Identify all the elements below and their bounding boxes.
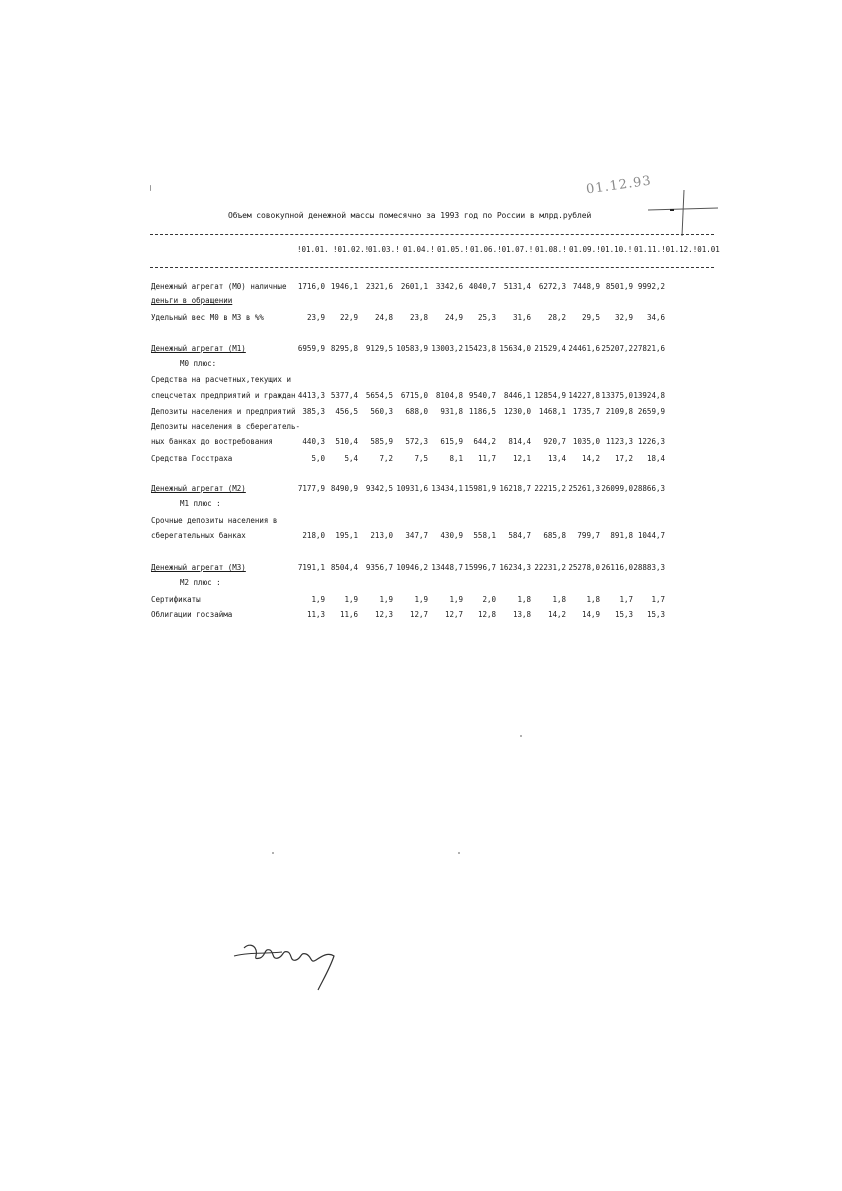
table-cell: 7177,9: [297, 484, 325, 493]
row-label: сберегательных банках: [151, 531, 246, 540]
table-cell: 13,8: [512, 610, 531, 619]
table-cell: 814,4: [508, 437, 531, 446]
table-cell: 12,7: [409, 610, 428, 619]
scan-speck: [520, 735, 522, 737]
table-cell: 23,8: [409, 313, 428, 322]
table-cell: 11,6: [339, 610, 358, 619]
table-cell: 24,9: [444, 313, 463, 322]
table-cell: 1123,3: [605, 437, 633, 446]
row-label: Денежный агрегат (М2): [151, 484, 246, 493]
table-cell: 4413,3: [297, 391, 325, 400]
table-cell: 510,4: [335, 437, 358, 446]
row-label: деньги в обращении: [151, 296, 233, 305]
table-cell: 5654,5: [365, 391, 393, 400]
table-cell: 440,3: [302, 437, 325, 446]
table-cell: 558,1: [473, 531, 496, 540]
table-cell: 15634,0: [499, 344, 531, 353]
table-cell: 347,7: [405, 531, 428, 540]
table-cell: 213,0: [370, 531, 393, 540]
row-label: ных банках до востребования: [151, 437, 273, 446]
table-cell: 14,2: [547, 610, 566, 619]
table-cell: 13434,1: [431, 484, 463, 493]
scan-speck: [150, 185, 151, 191]
table-cell: 1035,0: [572, 437, 600, 446]
table-cell: 5377,4: [330, 391, 358, 400]
table-cell: 5131,4: [503, 282, 531, 291]
column-header: 01.09.!01.10.!: [569, 245, 633, 254]
table-cell: 920,7: [543, 437, 566, 446]
row-label: Денежный агрегат (М1): [151, 344, 246, 353]
row-label: Денежный агрегат (М0) наличные: [151, 282, 287, 291]
table-cell: 13448,7: [431, 563, 463, 572]
table-cell: 9992,2: [637, 282, 665, 291]
table-cell: 5,0: [311, 454, 325, 463]
table-cell: 14,9: [581, 610, 600, 619]
table-cell: 2,0: [482, 595, 496, 604]
table-cell: 28883,3: [633, 563, 665, 572]
table-cell: 8490,9: [330, 484, 358, 493]
table-cell: 12,1: [512, 454, 531, 463]
table-cell: 1,8: [586, 595, 600, 604]
table-cell: 16234,3: [499, 563, 531, 572]
table-cell: 9356,7: [365, 563, 393, 572]
table-cell: 218,0: [302, 531, 325, 540]
table-cell: 1,9: [414, 595, 428, 604]
table-cell: 18,4: [646, 454, 665, 463]
table-cell: 584,7: [508, 531, 531, 540]
table-cell: 2321,6: [365, 282, 393, 291]
table-cell: 7191,1: [297, 563, 325, 572]
row-label: Средства на расчетных,текущих и: [151, 375, 291, 384]
row-label: Сертификаты: [151, 595, 201, 604]
table-cell: 1230,0: [503, 407, 531, 416]
table-cell: 891,8: [610, 531, 633, 540]
table-cell: 15996,7: [464, 563, 496, 572]
table-cell: 25,3: [477, 313, 496, 322]
row-label: Депозиты населения и предприятий: [151, 407, 296, 416]
table-cell: 32,9: [614, 313, 633, 322]
table-cell: 1,9: [311, 595, 325, 604]
table-cell: 6715,0: [400, 391, 428, 400]
table-cell: 7,2: [379, 454, 393, 463]
table-cell: 28,2: [547, 313, 566, 322]
table-cell: 1716,0: [297, 282, 325, 291]
row-label: Денежный агрегат (М3): [151, 563, 246, 572]
table-cell: 12854,9: [534, 391, 566, 400]
table-cell: 24461,6: [568, 344, 600, 353]
row-label: М0 плюс:: [180, 359, 217, 368]
table-cell: 24,8: [374, 313, 393, 322]
table-cell: 456,5: [335, 407, 358, 416]
table-cell: 22231,2: [534, 563, 566, 572]
scan-speck: [458, 852, 460, 854]
table-cell: 29,5: [581, 313, 600, 322]
table-cell: 931,8: [440, 407, 463, 416]
table-cell: 430,9: [440, 531, 463, 540]
table-cell: 1468,1: [538, 407, 566, 416]
table-cell: 1,9: [379, 595, 393, 604]
table-cell: 13,4: [547, 454, 566, 463]
table-cell: 10583,9: [396, 344, 428, 353]
table-cell: 8446,1: [503, 391, 531, 400]
table-cell: 8295,8: [330, 344, 358, 353]
table-cell: 8104,8: [435, 391, 463, 400]
table-cell: 11,7: [477, 454, 496, 463]
table-cell: 14,2: [581, 454, 600, 463]
table-cell: 2659,9: [637, 407, 665, 416]
column-header: 01.08.!: [535, 245, 567, 254]
table-cell: 560,3: [370, 407, 393, 416]
table-cell: 23,9: [306, 313, 325, 322]
table-cell: 4040,7: [468, 282, 496, 291]
table-cell: 15981,9: [464, 484, 496, 493]
table-cell: 15423,8: [464, 344, 496, 353]
table-cell: 1,8: [517, 595, 531, 604]
table-cell: 31,6: [512, 313, 531, 322]
handwritten-date-note: 01.12.93: [585, 173, 653, 198]
table-cell: 385,3: [302, 407, 325, 416]
table-cell: 26116,0: [601, 563, 633, 572]
table-cell: 1226,3: [637, 437, 665, 446]
table-cell: 3342,6: [435, 282, 463, 291]
table-cell: 16218,7: [499, 484, 531, 493]
row-label: Облигации госзайма: [151, 610, 233, 619]
table-cell: 195,1: [335, 531, 358, 540]
table-cell: 7448,9: [572, 282, 600, 291]
row-label: Срочные депозиты населения в: [151, 516, 278, 525]
table-cell: 17,2: [614, 454, 633, 463]
table-cell: 10931,6: [396, 484, 428, 493]
table-cell: 688,0: [405, 407, 428, 416]
column-header: !01.02.!: [333, 245, 370, 254]
table-cell: 9540,7: [468, 391, 496, 400]
table-cell: 8504,4: [330, 563, 358, 572]
row-label: спецсчетах предприятий и граждан: [151, 391, 296, 400]
table-cell: 572,3: [405, 437, 428, 446]
scan-speck: [272, 852, 274, 854]
table-cell: 25278,0: [568, 563, 600, 572]
document-title: Объем совокупной денежной массы помесячно за 1993 год по России в млрд.рублей: [228, 211, 592, 220]
column-header: 01.03.!: [368, 245, 400, 254]
table-cell: 25207,2: [601, 344, 633, 353]
row-label: Депозиты населения в сберегатель-: [151, 422, 301, 431]
handwritten-cross-mark: [640, 188, 720, 238]
table-cell: 685,8: [543, 531, 566, 540]
table-cell: 34,6: [646, 313, 665, 322]
table-cell: 2109,8: [605, 407, 633, 416]
header-rule-bottom: [150, 267, 714, 268]
table-cell: 26099,0: [601, 484, 633, 493]
table-cell: 1735,7: [572, 407, 600, 416]
table-cell: 13924,8: [633, 391, 665, 400]
table-cell: 585,9: [370, 437, 393, 446]
table-cell: 22215,2: [534, 484, 566, 493]
table-cell: 799,7: [577, 531, 600, 540]
table-cell: 15,3: [646, 610, 665, 619]
table-cell: 1,9: [344, 595, 358, 604]
table-cell: 9342,5: [365, 484, 393, 493]
row-label: Удельный вес М0 в М3 в %%: [151, 313, 264, 322]
column-header: 01.06.!01.07.!: [470, 245, 534, 254]
table-cell: 13375,0: [601, 391, 633, 400]
table-cell: 28866,3: [633, 484, 665, 493]
table-cell: 2601,1: [400, 282, 428, 291]
table-cell: 12,8: [477, 610, 496, 619]
row-label: Средства Госстраха: [151, 454, 233, 463]
table-cell: 7,5: [414, 454, 428, 463]
table-cell: 1,7: [651, 595, 665, 604]
header-rule-top: [150, 234, 714, 235]
handwritten-signature: [230, 938, 350, 998]
table-cell: 12,3: [374, 610, 393, 619]
table-cell: 6959,9: [297, 344, 325, 353]
table-cell: 1,8: [552, 595, 566, 604]
table-cell: 644,2: [473, 437, 496, 446]
table-cell: 1044,7: [637, 531, 665, 540]
table-cell: 1186,5: [468, 407, 496, 416]
table-cell: 5,4: [344, 454, 358, 463]
table-cell: 1946,1: [330, 282, 358, 291]
row-label: М1 плюс :: [180, 499, 221, 508]
table-cell: 6272,3: [538, 282, 566, 291]
table-cell: 615,9: [440, 437, 463, 446]
table-cell: 13003,2: [431, 344, 463, 353]
column-header: 01.05.!: [437, 245, 469, 254]
table-cell: 9129,5: [365, 344, 393, 353]
table-cell: 1,7: [619, 595, 633, 604]
table-cell: 1,9: [449, 595, 463, 604]
table-cell: 22,9: [339, 313, 358, 322]
table-cell: 10946,2: [396, 563, 428, 572]
table-cell: 21529,4: [534, 344, 566, 353]
table-cell: 11,3: [306, 610, 325, 619]
column-header: 01.04.!: [403, 245, 435, 254]
table-cell: 12,7: [444, 610, 463, 619]
table-cell: 15,3: [614, 610, 633, 619]
table-cell: 8,1: [449, 454, 463, 463]
table-cell: 8501,9: [605, 282, 633, 291]
table-cell: 14227,8: [568, 391, 600, 400]
column-header: 01.11.!01.12.!01.01: [634, 245, 720, 254]
table-cell: 27821,6: [633, 344, 665, 353]
column-header: !01.01.: [297, 245, 329, 254]
table-cell: 25261,3: [568, 484, 600, 493]
row-label: М2 плюс :: [180, 578, 221, 587]
